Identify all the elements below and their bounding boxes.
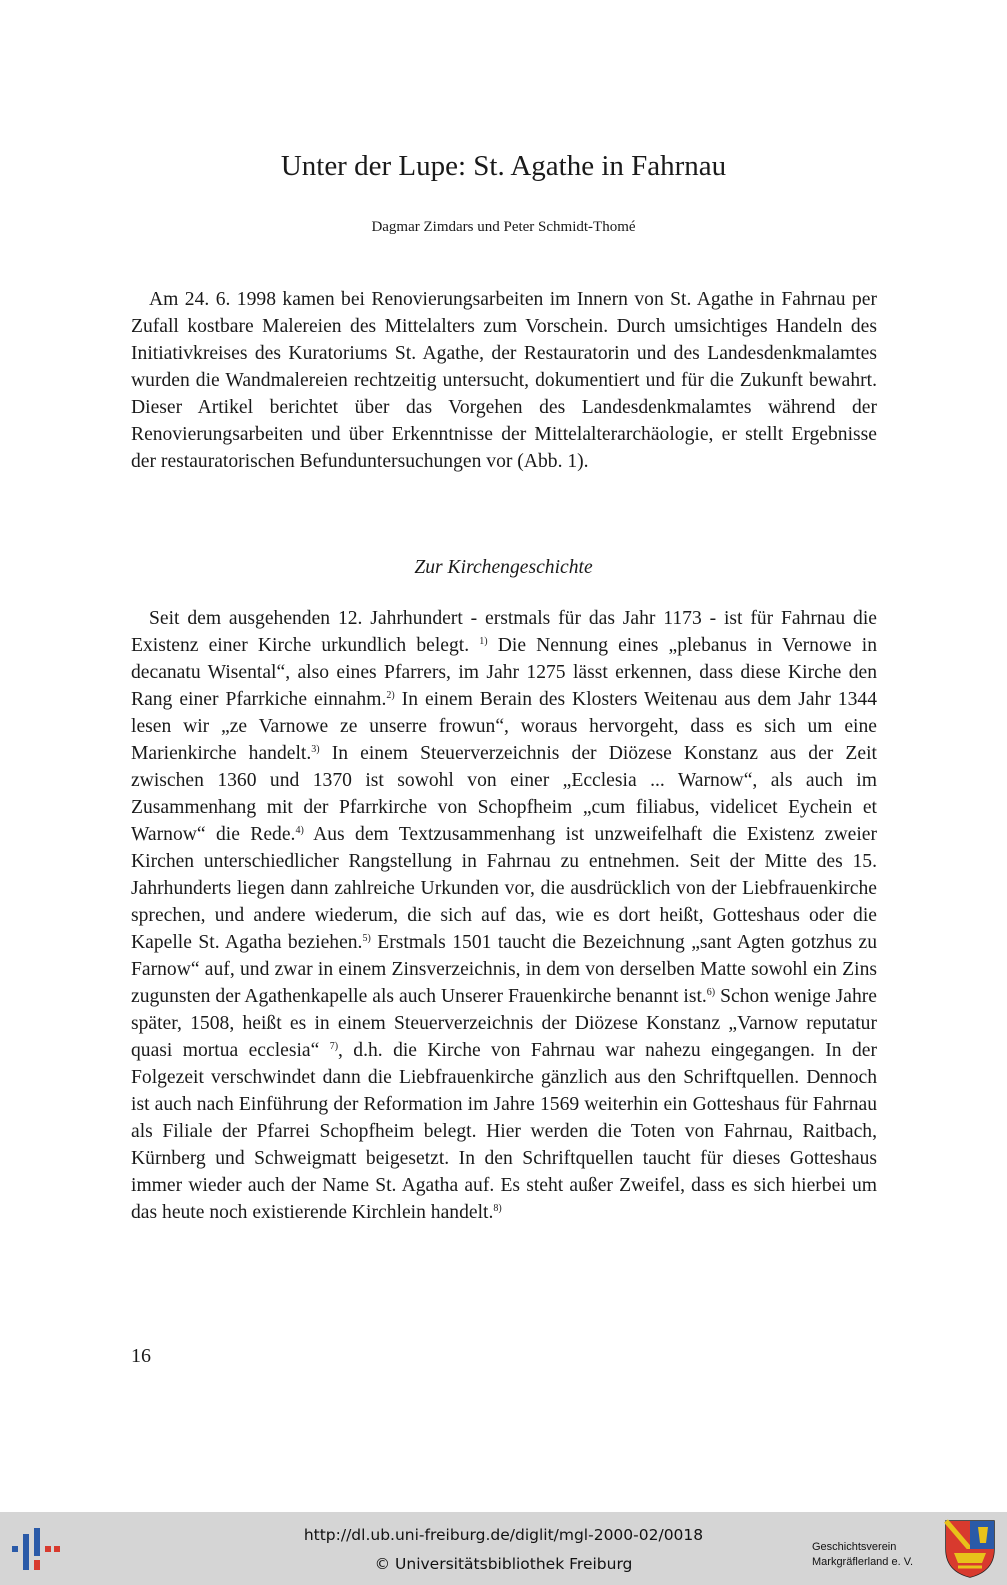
footnote-ref[interactable]: 2) [386,690,395,701]
coat-of-arms-icon [944,1519,996,1579]
society-name-line: Markgräflerland e. V. [812,1556,914,1568]
article-title: Unter der Lupe: St. Agathe in Fahrnau [280,150,727,182]
text-segment: Aus dem Textzusammenhang ist unzweifelhaft die Existenz zweier Kirchen unterschiedlicher Rangstellung in Fahrnau zu entnehmen. Seit der Mitte des 15. Jahrhunderts liegen dann zahlreiche Urkunden vor, die ausdrücklich von der Liebfrauenkirche sprechen, und andere wiederum, die sich auf das, wie es dort heißt, Gotteshaus oder die Kapelle St. Agatha beziehen. [131,824,877,953]
section-heading: Zur Kirchengeschichte [414,557,593,578]
text-segment: Schon wenige Jahre später, 1508, heißt es in einem Steuerverzeichnis der Diözese Konstanz „Varnow reputatur quasi mortua ecclesia“ [131,986,877,1061]
text-segment: Erstmals 1501 taucht die Bezeichnung „sant Agten gotzhus zu Farnow“ auf, und zwar in einem Zinsverzeichnis, in dem von derselben Matte sowohl ein Zins zugunsten der Agathenkapelle als auch Unserer Frauenkirche benannt ist. [131,932,877,1007]
footer-copyright: © Universitätsbibliothek Freiburg [374,1555,633,1573]
footnote-ref[interactable]: 6) [706,987,716,998]
footnote-ref[interactable]: 3) [311,744,320,755]
page-number: 16 [131,1345,151,1367]
text-segment: In einem Berain des Klosters Weitenau aus dem Jahr 1344 lesen wir „ze Varnowe ze unserre frowun“, woraus hervorgeht, dass es sich um eine Marienkirche handelt. [131,689,877,764]
society-name-line: Geschichtsverein [812,1541,897,1553]
history-paragraph [131,605,877,1226]
footer-bar [0,1512,1007,1585]
intro-paragraph: Am 24. 6. 1998 kamen bei Renovierungsarbeiten im Innern von St. Agathe in Fahrnau per Zufall kostbare Malereien des Mittelalters zum Vorschein. Durch umsichtiges Handeln des Initiativkreises des Kuratoriums St. Agathe, der Restauratorin und des Landesdenkmalamtes wurden die Wandmalereien rechtzeitig untersucht, dokumentiert und für die Zukunft bewahrt. Dieser Artikel berichtet über das Vorgehen des Landesdenkmalamtes während der Renovierungsarbeiten und über Erkenntnisse der Mittelalterarchäologie, er stellt Ergebnisse der restauratorischen Befunduntersuchungen vor (Abb. 1). [131,289,877,472]
article-authors: Dagmar Zimdars und Peter Schmidt-Thomé [371,219,636,235]
society-name [812,1540,913,1570]
footnote-ref[interactable]: 7) [329,1041,339,1052]
text-segment: Seit dem ausgehenden 12. Jahrhundert - erstmals für das Jahr 1173 - ist für Fahrnau die Existenz einer Kirche urkundlich belegt. [131,608,877,656]
text-segment: Die Nennung eines „plebanus in Vernowe in decanatu Wisental“, also eines Pfarrers, im Jahr 1275 lässt erkennen, dass diese Kirche den Rang einer Pfarrkiche einnahm. [131,635,877,710]
footnote-ref[interactable]: 4) [295,825,304,836]
text-segment: , d.h. die Kirche von Fahrnau war nahezu eingegangen. In der Folgezeit verschwindet dann die Liebfrauenkirche gänzlich aus den Schriftquellen. Dennoch ist auch nach Einführung der Reformation im Jahre 1569 weiterhin ein Gotteshaus für Fahrnau als Filiale der Pfarrei Schopfheim belegt. Hier werden die Toten von Fahrnau, Raitbach, Kürnberg und Schweigmatt beigesetzt. In den Schriftquellen taucht für dieses Gotteshaus immer wieder auch der Name St. Agatha auf. Es steht außer Zweifel, dass es sich hierbei um das heute noch existierende Kirchlein handelt. [131,1040,877,1223]
footnote-ref[interactable]: 8) [493,1203,502,1214]
footnote-ref[interactable]: 5) [362,933,371,944]
text-segment: In einem Steuerverzeichnis der Diözese Konstanz aus der Zeit zwischen 1360 und 1370 ist sowohl von einer „Ecclesia ... Warnow“, als auch im Zusammenhang mit der Pfarrkirche von Schopfheim „cum filiabus, videlicet Eychein et Warnow“ die Rede. [131,743,877,845]
footnote-ref[interactable]: 1) [479,636,488,647]
footer-url-link[interactable]: http://dl.ub.uni-freiburg.de/diglit/mgl-2000-02/0018 [303,1526,704,1544]
